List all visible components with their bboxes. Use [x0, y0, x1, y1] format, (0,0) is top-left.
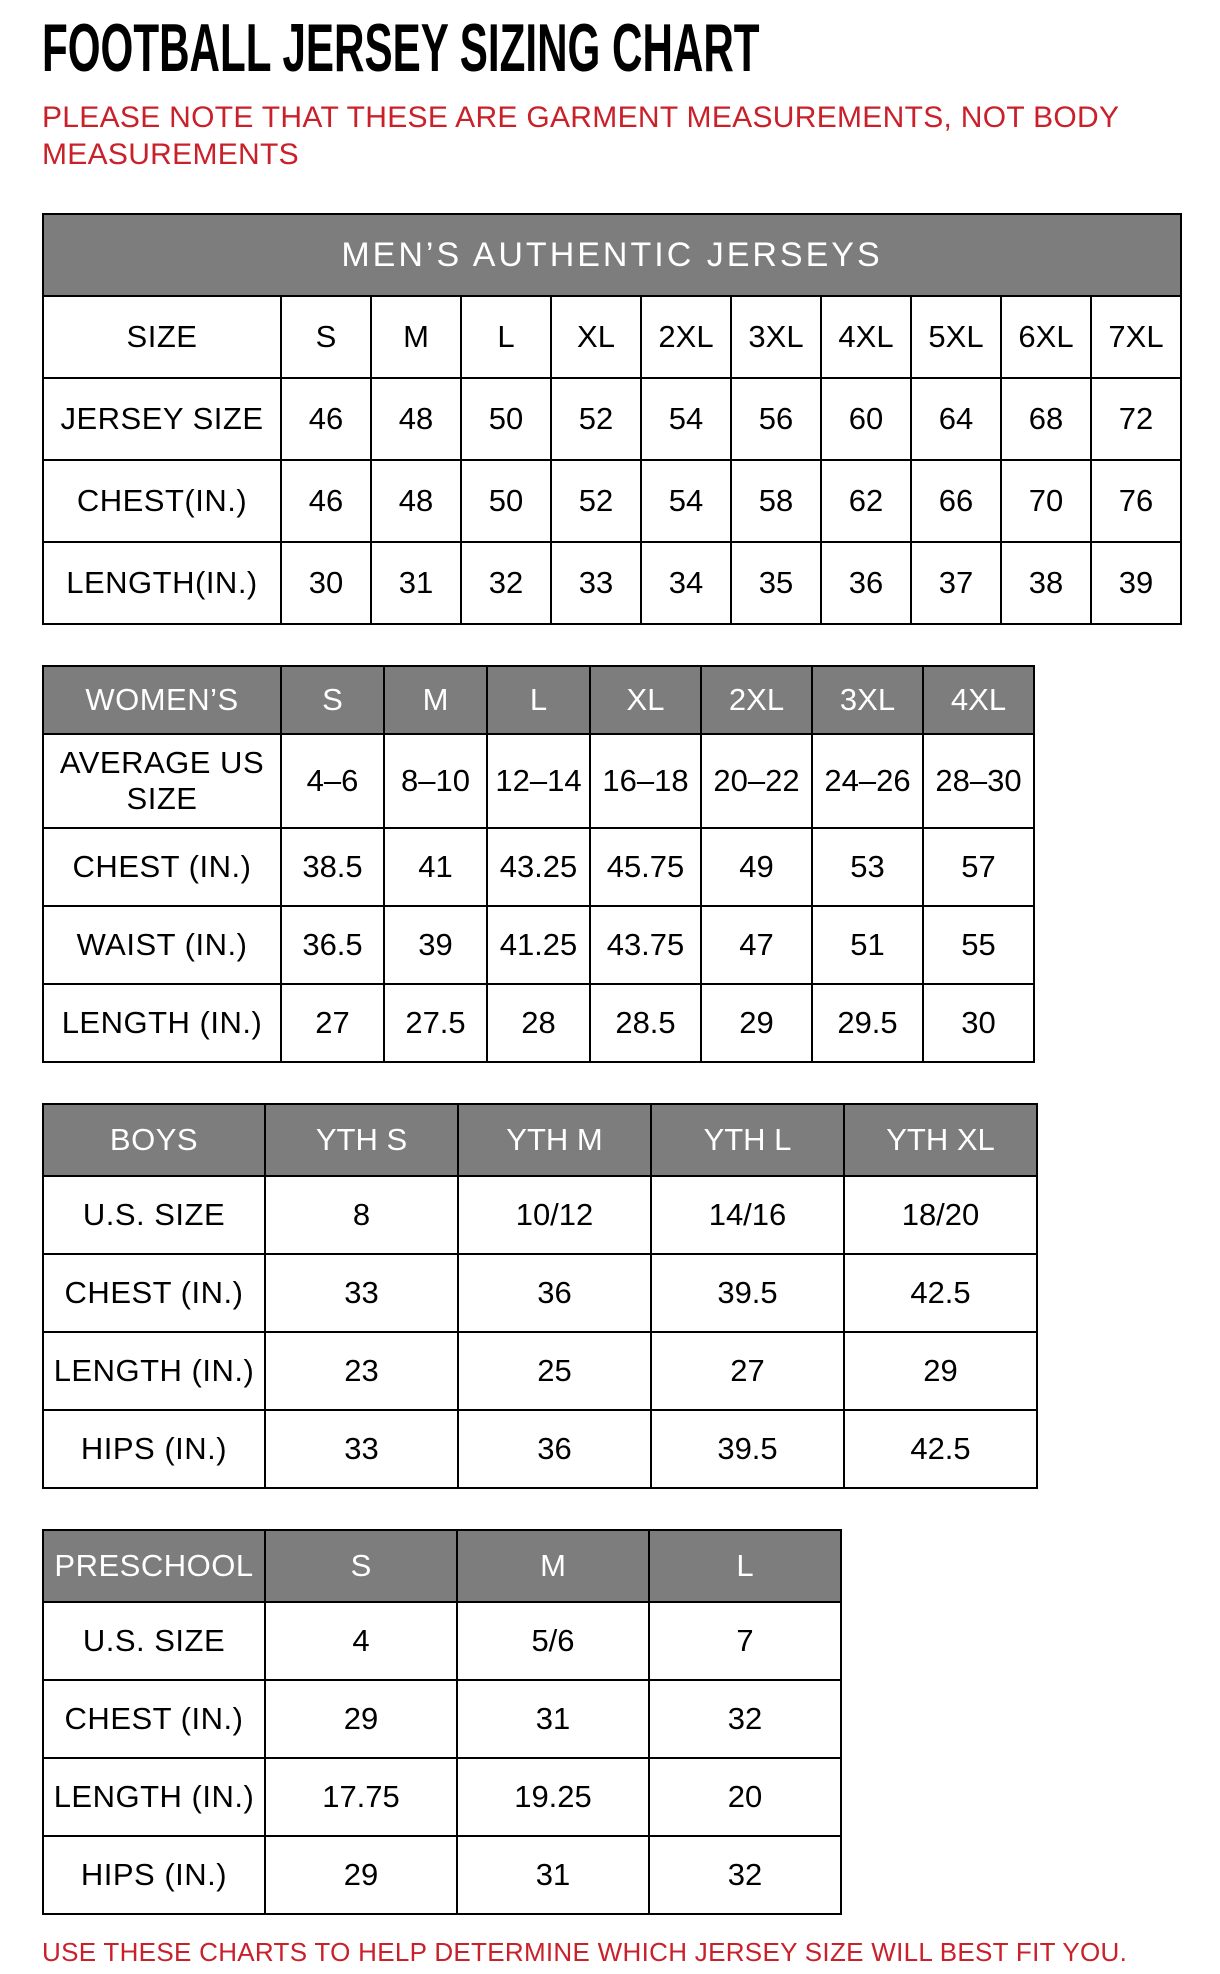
- table-cell: 51: [812, 906, 923, 984]
- row-label: CHEST (IN.): [43, 1680, 265, 1758]
- table-cell: 29.5: [812, 984, 923, 1062]
- table-cell: 3XL: [731, 296, 821, 378]
- table-cell: 62: [821, 460, 911, 542]
- table-cell: 66: [911, 460, 1001, 542]
- row-label: HIPS (IN.): [43, 1836, 265, 1914]
- table-row: [43, 296, 1181, 378]
- table-cell: 36: [821, 542, 911, 624]
- table-header-label: PRESCHOOL: [43, 1530, 265, 1602]
- table-row: [43, 734, 1034, 828]
- table-cell: S: [281, 296, 371, 378]
- table-cell: 37: [911, 542, 1001, 624]
- table-cell: 39: [384, 906, 487, 984]
- table-cell: 20: [649, 1758, 841, 1836]
- table-row: [43, 378, 1181, 460]
- table-cell: 18/20: [844, 1176, 1037, 1254]
- page-title: [42, 10, 1180, 86]
- table-cell: 43.25: [487, 828, 590, 906]
- table-cell: 4XL: [821, 296, 911, 378]
- table-row: [43, 542, 1181, 624]
- womens-jerseys-table: [42, 665, 1035, 1063]
- table-cell: 31: [457, 1836, 649, 1914]
- table-row: [43, 1836, 841, 1914]
- table-cell: 41.25: [487, 906, 590, 984]
- fit-advice-note: USE THESE CHARTS TO HELP DETERMINE WHICH JERSEY SIZE WILL BEST FIT YOU.: [42, 1937, 1128, 1968]
- table-cell: 76: [1091, 460, 1181, 542]
- table-cell: 42.5: [844, 1254, 1037, 1332]
- table-header-cell: L: [649, 1530, 841, 1602]
- table-cell: 43.75: [590, 906, 701, 984]
- row-label: CHEST (IN.): [43, 828, 281, 906]
- table-cell: 54: [641, 378, 731, 460]
- table-cell: 53: [812, 828, 923, 906]
- table-header-cell: YTH XL: [844, 1104, 1037, 1176]
- table-title: MEN’S AUTHENTIC JERSEYS: [43, 214, 1181, 296]
- table-cell: 14/16: [651, 1176, 844, 1254]
- table-header-row: [43, 1530, 841, 1602]
- table-cell: 5XL: [911, 296, 1001, 378]
- table-cell: 54: [641, 460, 731, 542]
- table-cell: 52: [551, 378, 641, 460]
- table-cell: 27.5: [384, 984, 487, 1062]
- table-cell: 17.75: [265, 1758, 457, 1836]
- table-cell: 48: [371, 460, 461, 542]
- table-cell: 7: [649, 1602, 841, 1680]
- table-cell: M: [371, 296, 461, 378]
- table-cell: 30: [923, 984, 1034, 1062]
- table-cell: 33: [551, 542, 641, 624]
- table-header-cell: S: [265, 1530, 457, 1602]
- table-header-cell: 2XL: [701, 666, 812, 734]
- table-cell: 29: [701, 984, 812, 1062]
- table-cell: 55: [923, 906, 1034, 984]
- table-body: [43, 1530, 841, 1914]
- table-header-row: [43, 1104, 1037, 1176]
- table-cell: 58: [731, 460, 821, 542]
- row-label: LENGTH (IN.): [43, 1758, 265, 1836]
- table-cell: 25: [458, 1332, 651, 1410]
- table-cell: 32: [461, 542, 551, 624]
- table-cell: 36: [458, 1254, 651, 1332]
- table-cell: 42.5: [844, 1410, 1037, 1488]
- table-row: [43, 984, 1034, 1062]
- table-header-cell: YTH S: [265, 1104, 458, 1176]
- table-cell: 28: [487, 984, 590, 1062]
- table-cell: 28.5: [590, 984, 701, 1062]
- row-label: SIZE: [43, 296, 281, 378]
- table-cell: 29: [265, 1680, 457, 1758]
- table-row: [43, 1332, 1037, 1410]
- row-label: U.S. SIZE: [43, 1176, 265, 1254]
- table-cell: 31: [457, 1680, 649, 1758]
- table-cell: 38.5: [281, 828, 384, 906]
- table-cell: 39.5: [651, 1410, 844, 1488]
- table-row: [43, 460, 1181, 542]
- table-row: [43, 906, 1034, 984]
- garment-measurements-note: PLEASE NOTE THAT THESE ARE GARMENT MEASUREMENTS, NOT BODY MEASUREMENTS: [42, 101, 1119, 171]
- table-row: [43, 1758, 841, 1836]
- table-cell: 39: [1091, 542, 1181, 624]
- table-cell: 8–10: [384, 734, 487, 828]
- table-cell: 8: [265, 1176, 458, 1254]
- table-row: [43, 1680, 841, 1758]
- table-cell: 32: [649, 1836, 841, 1914]
- table-cell: 30: [281, 542, 371, 624]
- table-cell: 27: [281, 984, 384, 1062]
- table-cell: 41: [384, 828, 487, 906]
- table-header-cell: M: [384, 666, 487, 734]
- table-cell: 35: [731, 542, 821, 624]
- table-cell: 27: [651, 1332, 844, 1410]
- table-header-cell: 4XL: [923, 666, 1034, 734]
- table-cell: 49: [701, 828, 812, 906]
- table-title-row: [43, 214, 1181, 296]
- table-row: [43, 1254, 1037, 1332]
- mens-jerseys-table: [42, 213, 1182, 625]
- table-header-cell: 3XL: [812, 666, 923, 734]
- table-cell: 10/12: [458, 1176, 651, 1254]
- table-cell: 48: [371, 378, 461, 460]
- table-cell: 33: [265, 1254, 458, 1332]
- table-cell: 20–22: [701, 734, 812, 828]
- table-cell: 29: [844, 1332, 1037, 1410]
- table-header-label: BOYS: [43, 1104, 265, 1176]
- table-cell: 24–26: [812, 734, 923, 828]
- table-cell: 33: [265, 1410, 458, 1488]
- row-label: JERSEY SIZE: [43, 378, 281, 460]
- table-body: [43, 1104, 1037, 1488]
- row-label: WAIST (IN.): [43, 906, 281, 984]
- table-row: [43, 828, 1034, 906]
- row-label: CHEST (IN.): [43, 1254, 265, 1332]
- table-cell: 39.5: [651, 1254, 844, 1332]
- table-cell: 46: [281, 460, 371, 542]
- table-cell: 38: [1001, 542, 1091, 624]
- table-cell: 29: [265, 1836, 457, 1914]
- table-header-label: WOMEN’S: [43, 666, 281, 734]
- table-header-cell: YTH M: [458, 1104, 651, 1176]
- row-label: LENGTH (IN.): [43, 1332, 265, 1410]
- table-cell: 19.25: [457, 1758, 649, 1836]
- page-title-text: FOOTBALL JERSEY SIZING CHART: [42, 10, 760, 86]
- row-label: CHEST(IN.): [43, 460, 281, 542]
- table-cell: 72: [1091, 378, 1181, 460]
- table-cell: 4: [265, 1602, 457, 1680]
- table-cell: 12–14: [487, 734, 590, 828]
- table-header-row: [43, 666, 1034, 734]
- row-label: U.S. SIZE: [43, 1602, 265, 1680]
- table-cell: 32: [649, 1680, 841, 1758]
- table-body: [43, 666, 1034, 1062]
- table-cell: 16–18: [590, 734, 701, 828]
- table-cell: 2XL: [641, 296, 731, 378]
- table-cell: XL: [551, 296, 641, 378]
- table-cell: 36.5: [281, 906, 384, 984]
- table-header-cell: M: [457, 1530, 649, 1602]
- table-cell: L: [461, 296, 551, 378]
- preschool-jerseys-table: [42, 1529, 842, 1915]
- table-header-cell: L: [487, 666, 590, 734]
- table-cell: 23: [265, 1332, 458, 1410]
- table-cell: 64: [911, 378, 1001, 460]
- table-cell: 50: [461, 378, 551, 460]
- table-cell: 50: [461, 460, 551, 542]
- row-label: LENGTH (IN.): [43, 984, 281, 1062]
- table-cell: 7XL: [1091, 296, 1181, 378]
- table-cell: 52: [551, 460, 641, 542]
- row-label: LENGTH(IN.): [43, 542, 281, 624]
- table-cell: 6XL: [1001, 296, 1091, 378]
- table-row: [43, 1410, 1037, 1488]
- table-cell: 5/6: [457, 1602, 649, 1680]
- row-label: AVERAGE US SIZE: [43, 734, 281, 828]
- table-cell: 57: [923, 828, 1034, 906]
- table-cell: 60: [821, 378, 911, 460]
- table-cell: 31: [371, 542, 461, 624]
- table-cell: 4–6: [281, 734, 384, 828]
- table-cell: 47: [701, 906, 812, 984]
- table-cell: 34: [641, 542, 731, 624]
- table-cell: 56: [731, 378, 821, 460]
- table-body: [43, 214, 1181, 624]
- table-cell: 70: [1001, 460, 1091, 542]
- table-header-cell: XL: [590, 666, 701, 734]
- table-cell: 45.75: [590, 828, 701, 906]
- row-label: HIPS (IN.): [43, 1410, 265, 1488]
- table-cell: 46: [281, 378, 371, 460]
- table-header-cell: YTH L: [651, 1104, 844, 1176]
- table-cell: 28–30: [923, 734, 1034, 828]
- table-header-cell: S: [281, 666, 384, 734]
- table-cell: 36: [458, 1410, 651, 1488]
- table-cell: 68: [1001, 378, 1091, 460]
- table-row: [43, 1176, 1037, 1254]
- boys-jerseys-table: [42, 1103, 1038, 1489]
- table-row: [43, 1602, 841, 1680]
